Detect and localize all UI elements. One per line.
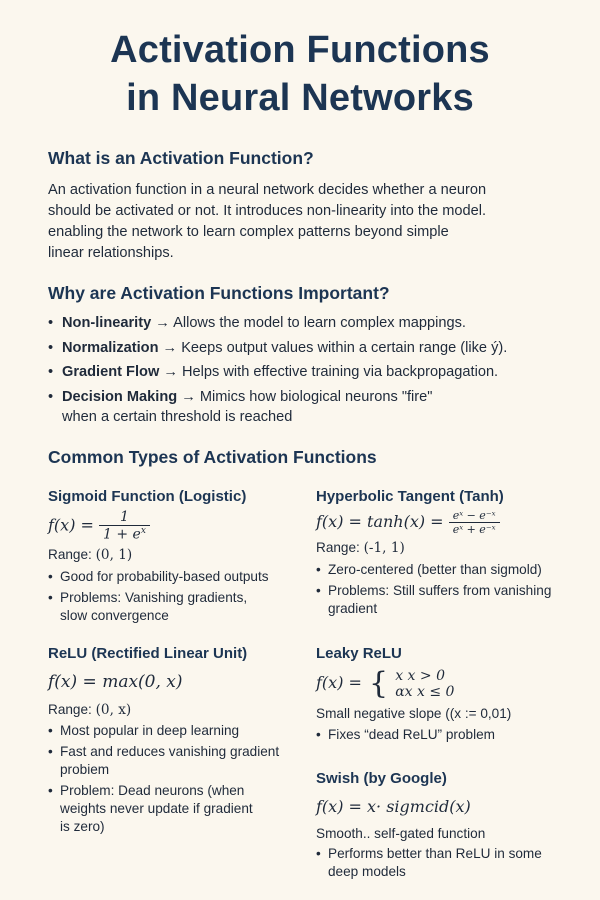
swish-bullet-text: Performs better than ReLU in some (328, 846, 542, 861)
tanh-section (316, 488, 586, 621)
page-title (0, 26, 600, 122)
relu-bullet (48, 782, 310, 836)
sigmoid-den-exp: x (140, 526, 146, 536)
leaky-bullet: • Fixes “dead ReLU” problem (316, 726, 586, 744)
relu-bullets (48, 722, 310, 836)
left-brace-icon: { (369, 666, 389, 701)
relu-bullet-text: probiem (60, 762, 110, 777)
tanh-fraction (449, 509, 500, 536)
importance-text: → Allows the model to learn complex mappings. (151, 315, 466, 331)
relu-bullet-text: weights never update if gradient (60, 801, 253, 816)
definition-line: should be activated or not. It introduces non-linearity into the model. (48, 203, 487, 219)
sigmoid-range-value: (0, 1) (95, 546, 133, 563)
definition-paragraph (48, 180, 558, 264)
heading-what-is: What is an Activation Function? (48, 148, 314, 168)
sigmoid-denominator (99, 525, 150, 543)
sigmoid-range-label: Range: (48, 546, 96, 562)
leaky-lhs: f(x) = (316, 673, 362, 692)
heading-common-types: Common Types of Activation Functions (48, 447, 377, 467)
tanh-range-label: Range: (316, 540, 364, 555)
leaky-slope: Small negative slope ((x := 0,01) (316, 706, 512, 721)
swish-bullet (316, 845, 586, 881)
swish-name: Swish (by Google) (316, 770, 447, 787)
leaky-relu-name: Leaky ReLU (316, 645, 402, 662)
title-line-2: in Neural Networks (126, 77, 474, 119)
importance-list (48, 313, 578, 431)
relu-bullet-text: Fast and reduces vanishing gradient (60, 744, 280, 759)
leaky-case-2: αx x ≤ 0 (395, 683, 455, 700)
importance-term: Gradient Flow (62, 364, 160, 380)
leaky-case-1: x x > 0 (395, 667, 445, 684)
tanh-denominator: eˣ + e⁻ˣ (449, 522, 500, 536)
importance-item (48, 313, 578, 333)
importance-term: Non-linearity (62, 315, 152, 331)
sigmoid-bullet (48, 589, 303, 625)
sigmoid-den-base: 1 + e (103, 526, 141, 543)
sigmoid-fraction (99, 509, 150, 543)
sigmoid-formula (48, 509, 303, 543)
heading-why-important: Why are Activation Functions Important? (48, 283, 390, 303)
title-line-1: Activation Functions (110, 29, 490, 71)
importance-term: Decision Making (62, 388, 178, 405)
sigmoid-numerator: 1 (120, 509, 129, 525)
sigmoid-bullet: • Good for probability-based outputs (48, 568, 303, 586)
tanh-bullet-text: gradient (328, 601, 378, 616)
swish-description: Smooth.. self-gated function (316, 826, 486, 841)
sigmoid-name: Sigmoid Function (Logistic) (48, 488, 247, 505)
definition-line: enabling the network to learn complex patterns beyond simple (48, 224, 449, 240)
swish-formula: f(x) = x· sigmcid(x) (316, 797, 471, 816)
sigmoid-range (48, 547, 303, 563)
relu-bullet: • Most popular in deep learning (48, 722, 310, 740)
importance-continuation: when a certain threshold is reached (62, 408, 293, 425)
importance-item (48, 362, 578, 382)
sigmoid-bullet-text: slow convergence (60, 607, 169, 623)
sigmoid-lhs: f(x) = (48, 515, 94, 535)
tanh-lhs: f(x) = tanh(x) = (316, 512, 444, 531)
relu-range-label: Range: (48, 702, 96, 717)
tanh-bullet-text: Problems: Still suffers from vanishing (328, 583, 552, 598)
swish-bullets (316, 845, 586, 881)
swish-section (316, 770, 586, 884)
leaky-relu-section (316, 645, 586, 747)
definition-line: linear relationships. (48, 245, 174, 261)
importance-item (48, 338, 578, 358)
tanh-name: Hyperbolic Tangent (Tanh) (316, 488, 504, 505)
leaky-cases (395, 668, 454, 700)
sigmoid-bullets (48, 568, 303, 625)
tanh-numerator: eˣ − e⁻ˣ (452, 509, 496, 522)
relu-range (48, 702, 310, 718)
tanh-range-value: (-1, 1) (363, 540, 405, 556)
tanh-bullet: • Zero-centered (better than sigmold) (316, 561, 586, 579)
relu-name: ReLU (Rectified Linear Unit) (48, 645, 248, 662)
importance-text: → Helps with effective training via backpropagation. (159, 364, 499, 380)
importance-text: → Mimics how biological neurons "fire" (177, 388, 433, 405)
tanh-bullet (316, 582, 586, 618)
swish-bullet-text: deep models (328, 864, 406, 879)
relu-bullet-text: is zero) (60, 819, 105, 834)
sigmoid-bullet-text: Problems: Vanishing gradients, (60, 589, 248, 605)
importance-item (48, 387, 578, 427)
sigmoid-section (48, 488, 303, 628)
tanh-bullets (316, 561, 586, 618)
tanh-formula (316, 509, 586, 536)
relu-section (48, 645, 310, 839)
tanh-range (316, 540, 586, 556)
relu-bullet-text: Problem: Dead neurons (when (60, 783, 245, 798)
relu-formula: f(x) = max(0, x) (48, 672, 183, 692)
relu-bullet (48, 743, 310, 779)
definition-line: An activation function in a neural network decides whether a neuron (48, 182, 487, 198)
importance-term: Normalization (62, 339, 159, 356)
leaky-relu-formula (316, 666, 586, 701)
relu-range-value: (0, x) (95, 702, 132, 718)
leaky-bullets (316, 726, 586, 744)
importance-text: → Keeps output values within a certain range (like ý). (158, 339, 508, 356)
